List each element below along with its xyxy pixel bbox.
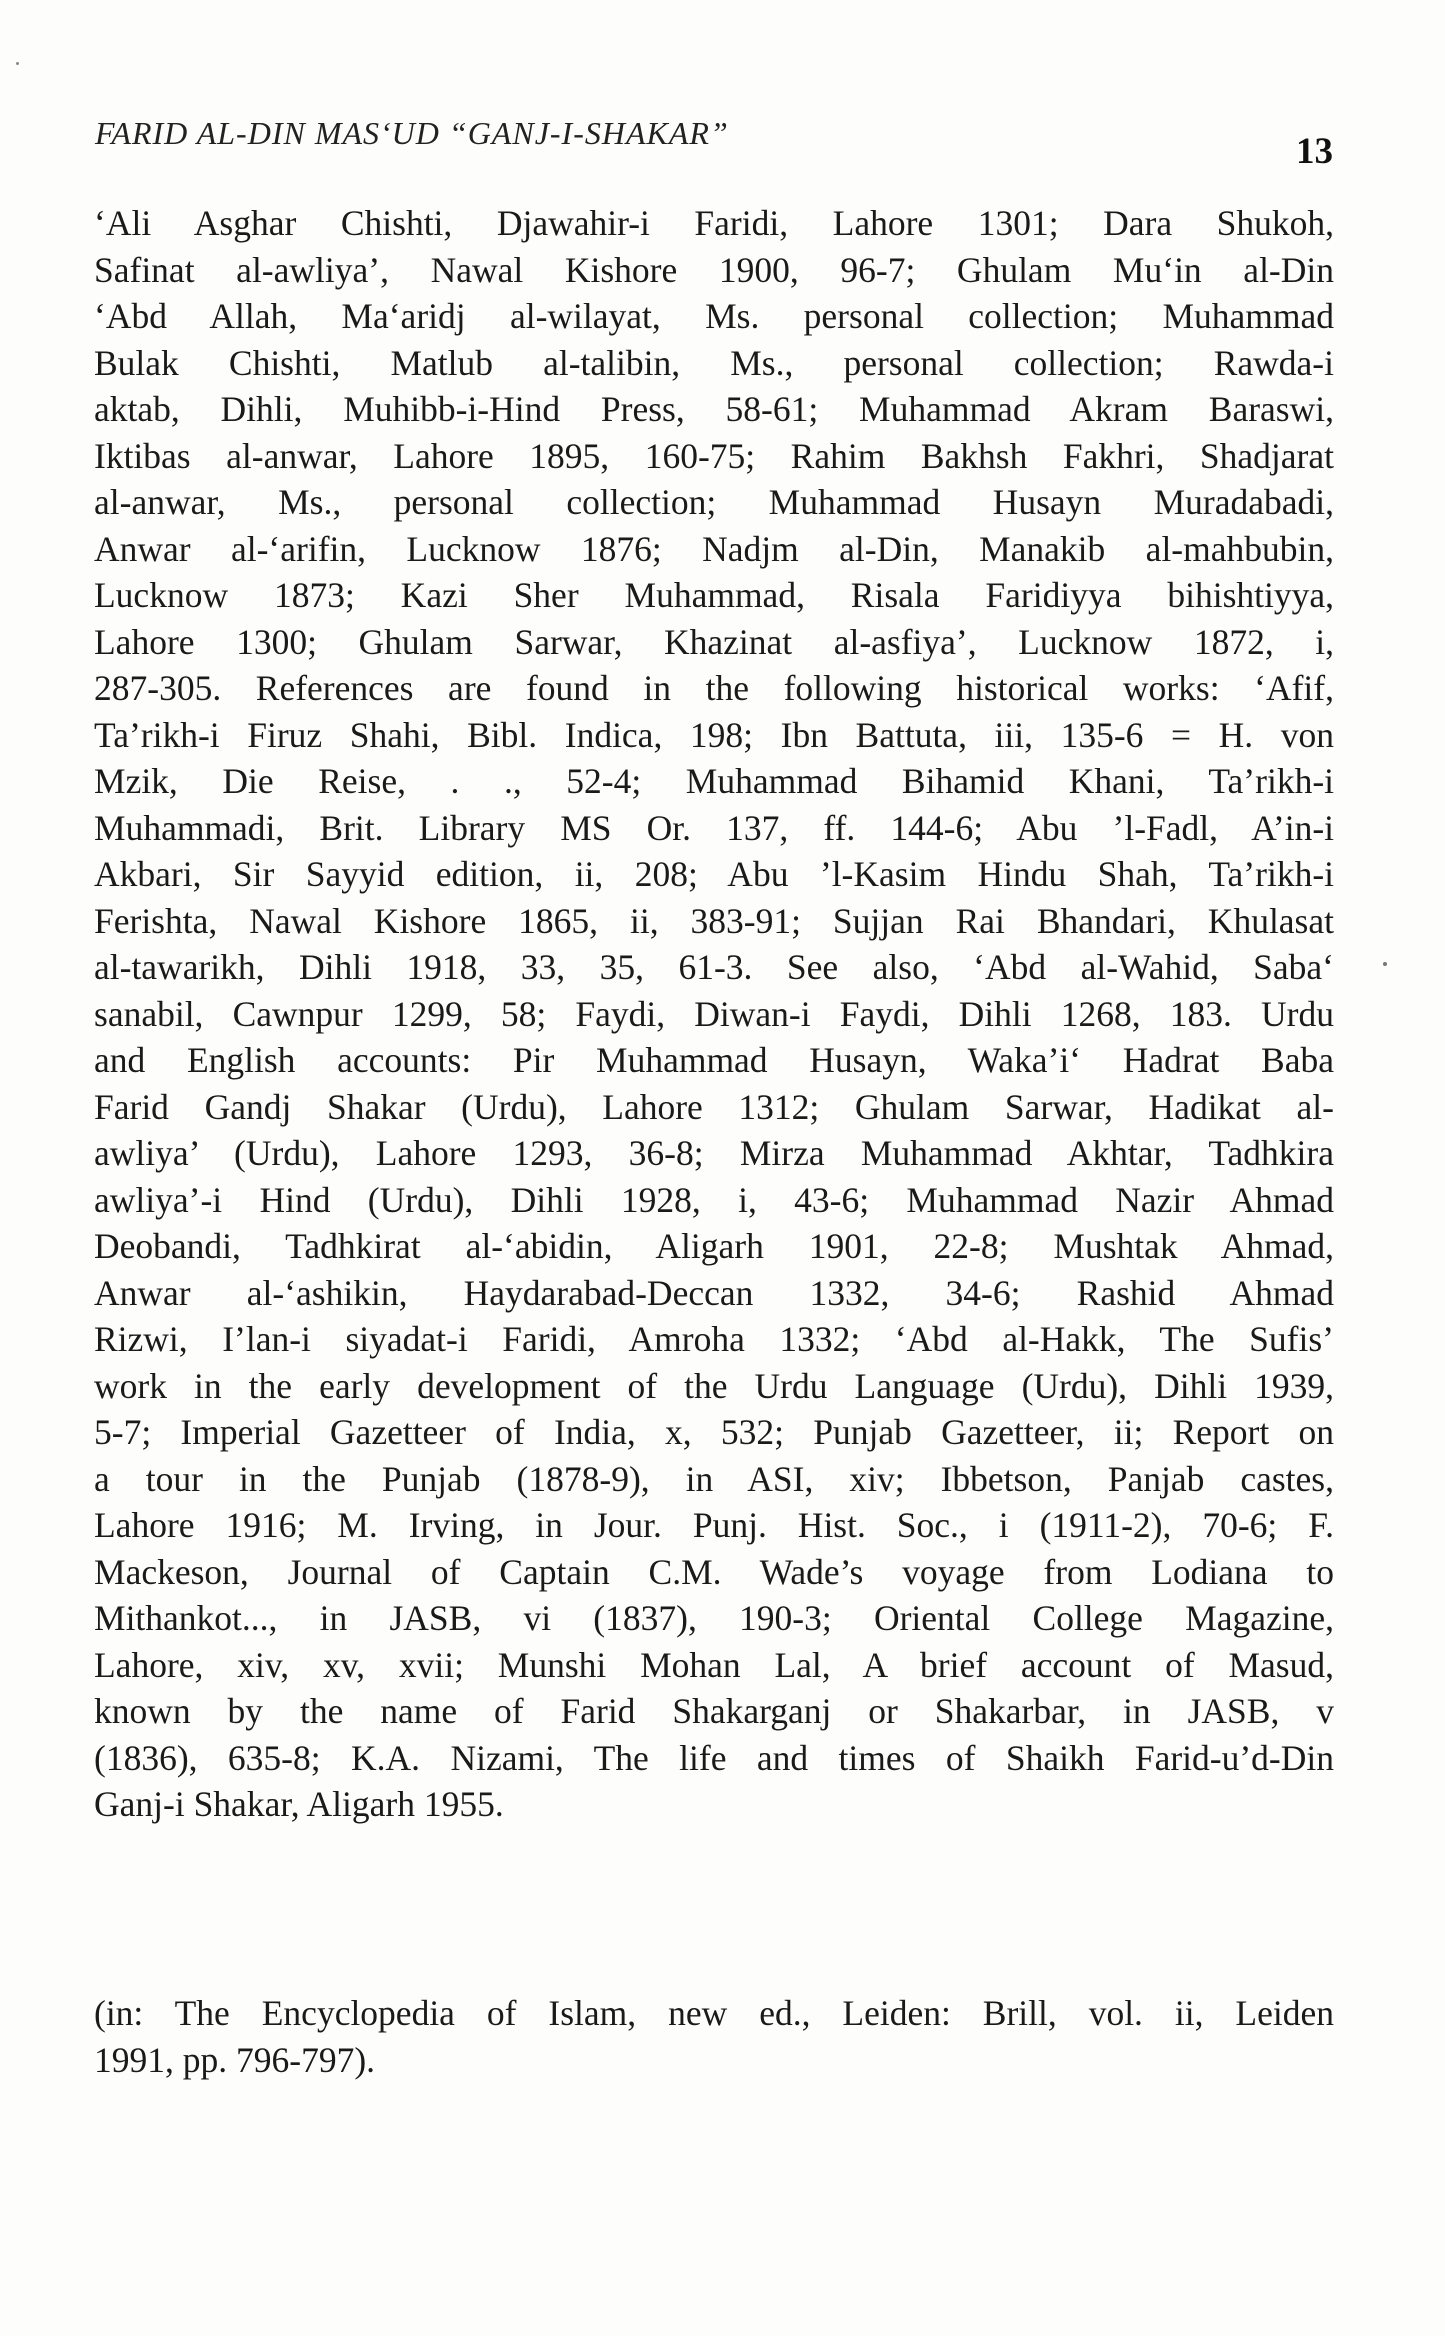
- text-line: Anwar al-‘arifin, Lucknow 1876; Nadjm al-Din, Manakib al-mahbubin,: [94, 528, 1334, 569]
- source-citation: [94, 1990, 1334, 2083]
- text-line: Anwar al-‘ashikin, Haydarabad-Deccan 1332, 34-6; Rashid Ahmad: [94, 1272, 1334, 1313]
- citation-line: (in: The Encyclopedia of Islam, new ed., Leiden: Brill, vol. ii, Leiden: [94, 1993, 1334, 2033]
- text-line: ‘Abd Allah, Ma‘aridj al-wilayat, Ms. personal collection; Muhammad: [94, 296, 1334, 336]
- text-line: Muhammadi, Brit. Library MS Or. 137, ff. 144-6; Abu ’l-Fadl, A’in-i: [94, 807, 1334, 848]
- text-line: Rizwi, I’lan-i siyadat-i Faridi, Amroha 1332; ‘Abd al-Hakk, The Sufis’: [94, 1319, 1334, 1359]
- bibliography-paragraph: [94, 200, 1334, 1828]
- text-line: Ganj-i Shakar, Aligarh 1955.: [94, 1784, 504, 1824]
- text-line: 287-305. References are found in the following historical works: ‘Afif,: [94, 668, 1334, 708]
- text-line: (1836), 635-8; K.A. Nizami, The life and times of Shaikh Farid-u’d-Din: [94, 1737, 1334, 1778]
- text-line: Deobandi, Tadhkirat al-‘abidin, Aligarh 1901, 22-8; Mushtak Ahmad,: [94, 1226, 1334, 1266]
- text-line: Bulak Chishti, Matlub al-talibin, Ms., personal collection; Rawda-i: [94, 342, 1334, 383]
- text-line: ‘Ali Asghar Chishti, Djawahir-i Faridi, Lahore 1301; Dara Shukoh,: [94, 203, 1334, 243]
- text-line: 5-7; Imperial Gazetteer of India, x, 532; Punjab Gazetteer, ii; Report on: [94, 1412, 1334, 1452]
- text-line: and English accounts: Pir Muhammad Husayn, Waka’i‘ Hadrat Baba: [94, 1040, 1334, 1080]
- text-line: awliya’-i Hind (Urdu), Dihli 1928, i, 43-6; Muhammad Nazir Ahmad: [94, 1179, 1334, 1220]
- scan-speck: [1383, 962, 1387, 966]
- text-line: Lahore 1300; Ghulam Sarwar, Khazinat al-asfiya’, Lucknow 1872, i,: [94, 621, 1334, 662]
- text-line: Mithankot..., in JASB, vi (1837), 190-3; Oriental College Magazine,: [94, 1598, 1334, 1638]
- text-line: Ferishta, Nawal Kishore 1865, ii, 383-91; Sujjan Rai Bhandari, Khulasat: [94, 900, 1334, 941]
- text-line: sanabil, Cawnpur 1299, 58; Faydi, Diwan-i Faydi, Dihli 1268, 183. Urdu: [94, 993, 1334, 1034]
- page-number: 13: [1296, 131, 1333, 172]
- text-line: al-anwar, Ms., personal collection; Muhammad Husayn Muradabadi,: [94, 482, 1334, 522]
- text-line: Safinat al-awliya’, Nawal Kishore 1900, 96-7; Ghulam Mu‘in al-Din: [94, 249, 1334, 290]
- scan-speck: [16, 62, 19, 65]
- text-line: work in the early development of the Urdu Language (Urdu), Dihli 1939,: [94, 1365, 1334, 1406]
- text-line: Farid Gandj Shakar (Urdu), Lahore 1312; Ghulam Sarwar, Hadikat al-: [94, 1086, 1334, 1127]
- text-line: known by the name of Farid Shakarganj or Shakarbar, in JASB, v: [94, 1691, 1334, 1731]
- text-line: aktab, Dihli, Muhibb-i-Hind Press, 58-61; Muhammad Akram Baraswi,: [94, 389, 1334, 429]
- text-line: Mzik, Die Reise, . ., 52-4; Muhammad Bihamid Khani, Ta’rikh-i: [94, 761, 1334, 801]
- text-line: al-tawarikh, Dihli 1918, 33, 35, 61-3. See also, ‘Abd al-Wahid, Saba‘: [94, 947, 1334, 987]
- text-line: Mackeson, Journal of Captain C.M. Wade’s voyage from Lodiana to: [94, 1551, 1334, 1592]
- text-line: awliya’ (Urdu), Lahore 1293, 36-8; Mirza Muhammad Akhtar, Tadhkira: [94, 1133, 1334, 1173]
- text-line: Ta’rikh-i Firuz Shahi, Bibl. Indica, 198; Ibn Battuta, iii, 135-6 = H. von: [94, 714, 1334, 755]
- text-line: Lucknow 1873; Kazi Sher Muhammad, Risala Faridiyya bihishtiyya,: [94, 575, 1334, 615]
- text-line: Lahore 1916; M. Irving, in Jour. Punj. Hist. Soc., i (1911-2), 70-6; F.: [94, 1505, 1334, 1545]
- text-line: Akbari, Sir Sayyid edition, ii, 208; Abu ’l-Kasim Hindu Shah, Ta’rikh-i: [94, 854, 1334, 894]
- text-line: a tour in the Punjab (1878-9), in ASI, xiv; Ibbetson, Panjab castes,: [94, 1458, 1334, 1499]
- text-line: Lahore, xiv, xv, xvii; Munshi Mohan Lal, A brief account of Masud,: [94, 1644, 1334, 1685]
- running-title: FARID AL-DIN MAS‘UD “GANJ-I-SHAKAR”: [95, 115, 729, 151]
- citation-line: 1991, pp. 796-797).: [94, 2039, 376, 2080]
- text-line: Iktibas al-anwar, Lahore 1895, 160-75; Rahim Bakhsh Fakhri, Shadjarat: [94, 435, 1334, 476]
